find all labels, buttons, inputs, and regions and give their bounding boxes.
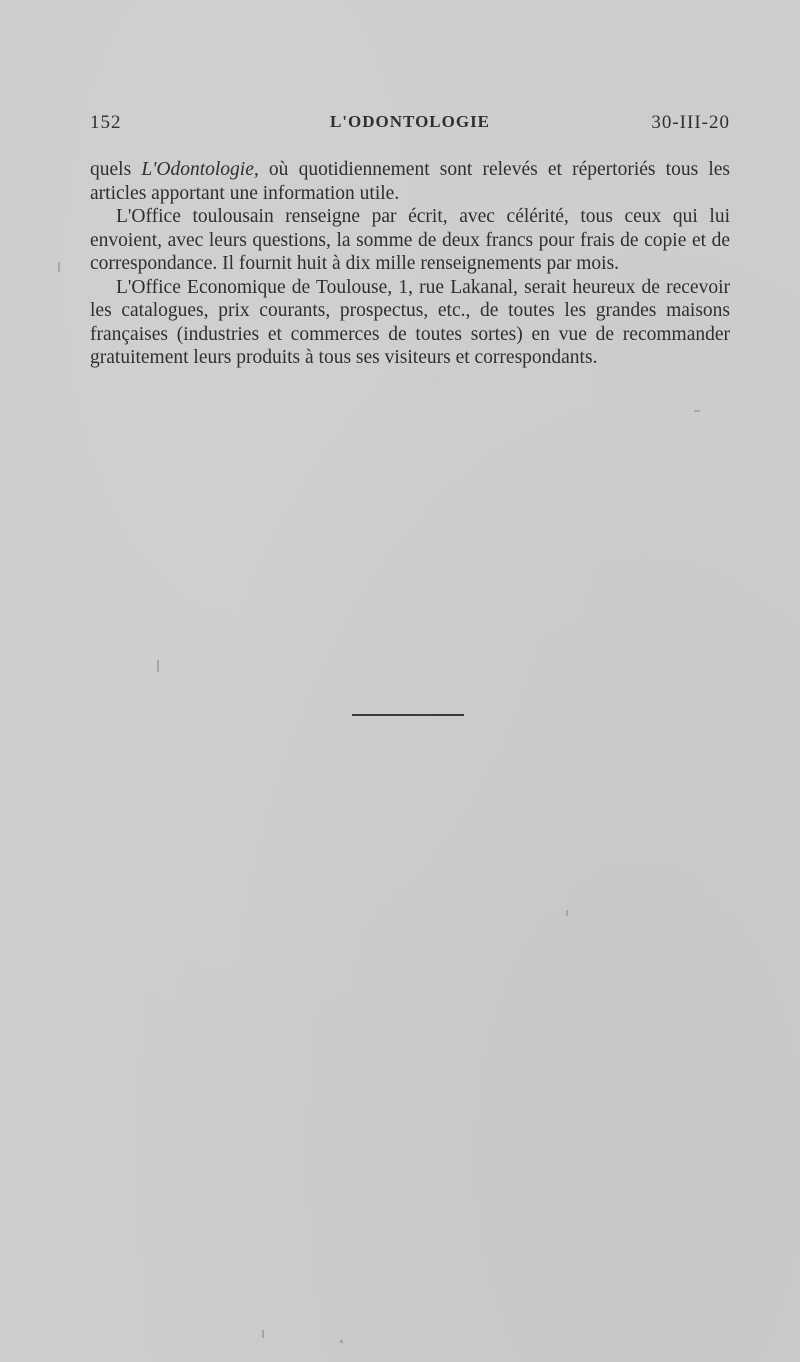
p1-lead: quels [90, 159, 142, 180]
paragraph-continuation [90, 158, 730, 205]
journal-title-italic: L'Odontologie, [141, 159, 259, 180]
article-body [90, 158, 730, 370]
issue-date: 30-III-20 [651, 112, 730, 133]
paper-speck [694, 410, 700, 412]
paper-speck [340, 1340, 343, 1343]
paper-speck [566, 910, 568, 916]
paper-speck [262, 1330, 264, 1338]
running-title: L'ODONTOLOGIE [329, 112, 491, 131]
page-number: 152 [90, 112, 122, 133]
page-header [90, 112, 730, 138]
paragraph-office-address: L'Office Economique de Toulouse, 1, rue Lakanal, serait heureux de recevoir les catalogues, prix courants, prospectus, etc., de toutes les grandes maisons françaises (industries et commerces de toutes sortes) en vue de recommander gratuitement leurs produits à tous ses visiteurs et correspondants. [90, 276, 730, 368]
paper-speck [157, 660, 159, 672]
paragraph-office-service: L'Office toulousain renseigne par écrit, avec célérité, tous ceux qui lui envoient, avec leurs questions, la somme de deux francs pour frais de copie et de correspondance. Il fournit huit à dix mille renseignements par mois. [90, 206, 730, 274]
section-divider [352, 714, 464, 716]
paper-speck [58, 262, 60, 272]
p1-rest: où quotidiennement sont relevés et répertoriés tous les articles apportant une information utile. [90, 159, 730, 204]
